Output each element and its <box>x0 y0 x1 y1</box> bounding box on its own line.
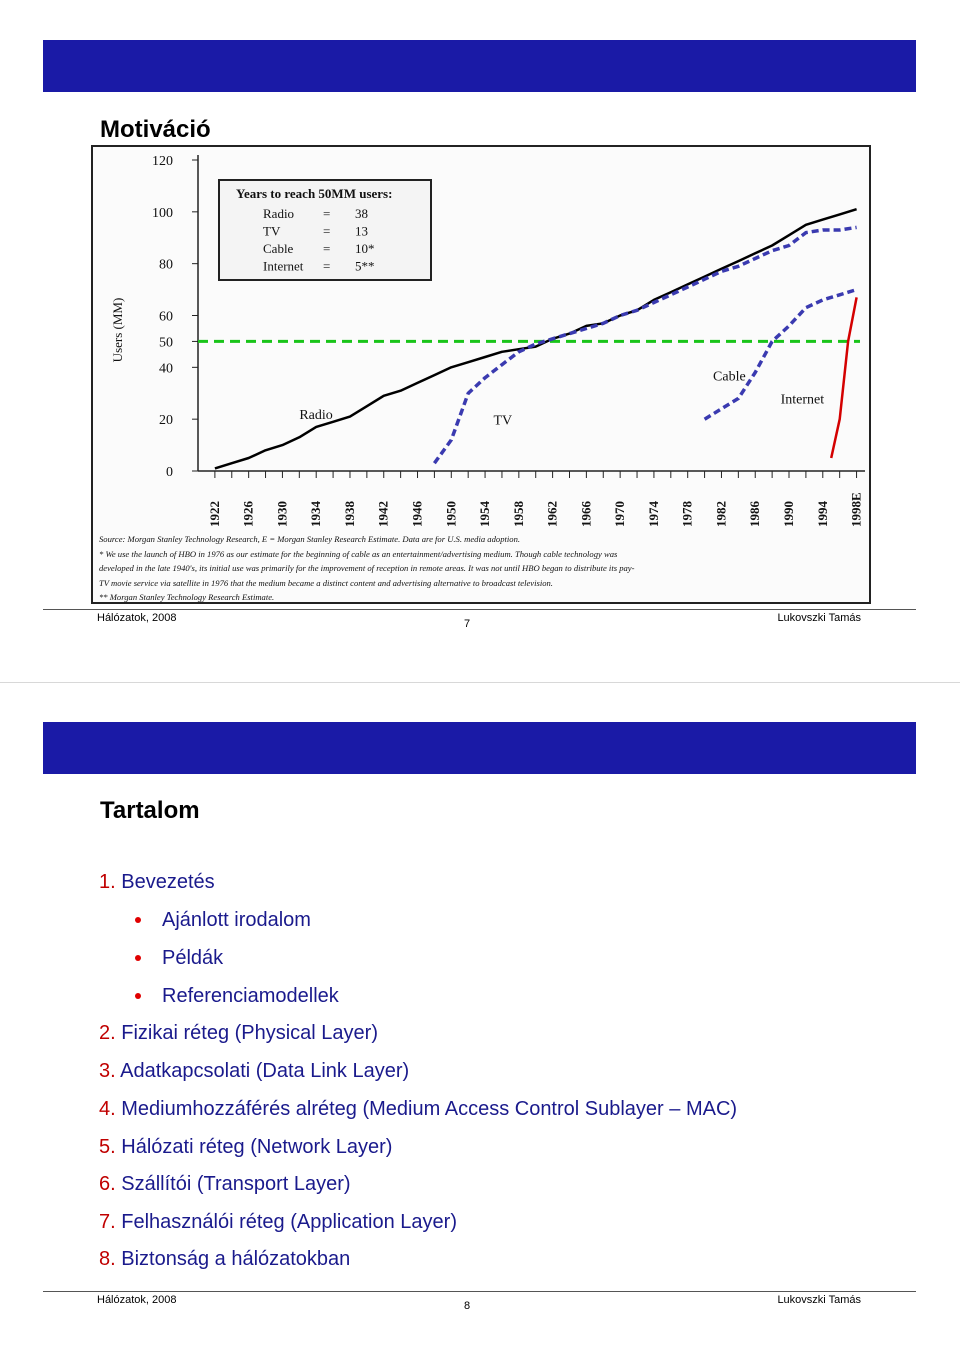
slide-title: Motiváció <box>100 116 211 143</box>
x-tick-labels <box>207 492 864 527</box>
x-tick-label: 1986 <box>747 501 763 527</box>
toc-number: 4. <box>99 1098 116 1120</box>
toc-text: Biztonság a hálózatokban <box>121 1248 351 1270</box>
x-tick-label: 1966 <box>578 501 594 527</box>
toc-subtext: Referenciamodellek <box>162 985 339 1007</box>
toc-item <box>99 1173 351 1196</box>
toc-number: 5. <box>99 1136 116 1158</box>
x-tick-label: 1998E <box>848 492 864 527</box>
footer-rule <box>43 609 916 610</box>
toc-subitem <box>162 909 311 932</box>
y-tick-labels <box>152 154 173 480</box>
source-line: developed in the late 1940's, its initial use was primarily for the improvement of reception in remote areas. It was not until HBO began to distribute its pay- <box>99 563 635 573</box>
x-tick-label: 1946 <box>409 501 425 527</box>
toc-subitem <box>162 985 339 1008</box>
toc-item <box>99 1022 378 1045</box>
title-banner <box>43 40 916 92</box>
series-label-tv: TV <box>493 413 513 429</box>
years-to-50mm-box <box>219 180 431 280</box>
bullet-icon <box>135 917 141 923</box>
legend-equals: = <box>323 241 331 256</box>
chart-source-note <box>99 532 864 604</box>
footer-author: Lukovszki Tamás <box>777 612 861 624</box>
toc-text: Fizikai réteg (Physical Layer) <box>121 1022 378 1044</box>
slide-tartalom <box>0 683 960 1367</box>
toc-subitem <box>162 947 223 970</box>
toc-text: Bevezetés <box>121 871 215 893</box>
toc-item <box>99 1060 409 1083</box>
page-number: 8 <box>464 1300 471 1312</box>
page-number: 7 <box>464 618 471 630</box>
legend-name: Radio <box>263 206 295 221</box>
legend-name: Cable <box>263 241 294 256</box>
toc-item <box>99 1248 350 1271</box>
legend-value: 10* <box>355 241 375 256</box>
series-line-internet <box>831 297 856 458</box>
legend-value: 5** <box>355 258 375 274</box>
slide-title: Tartalom <box>100 797 200 824</box>
footer-course: Hálózatok, 2008 <box>97 1294 177 1306</box>
y-tick-label: 120 <box>152 154 173 169</box>
x-tick-label: 1982 <box>713 501 729 527</box>
x-tick-label: 1938 <box>341 501 357 527</box>
title-banner <box>43 722 916 774</box>
source-line: TV movie service via satellite in 1976 that the medium became a distinct content and advertising alternative to broadcast television. <box>99 577 553 588</box>
legend-heading: Years to reach 50MM users: <box>236 186 393 201</box>
y-tick-label: 80 <box>159 257 173 273</box>
source-line: * We use the launch of HBO in 1976 as our estimate for the beginning of cable as an entertainment/advertising medium. Though cable technology was <box>99 548 618 559</box>
toc-item <box>99 871 215 894</box>
legend-name: Internet <box>263 258 304 274</box>
x-tick-label: 1934 <box>308 501 324 527</box>
x-tick-label: 1930 <box>274 501 290 527</box>
series-label-cable: Cable <box>713 369 746 385</box>
toc-text: Szállítói (Transport Layer) <box>121 1173 351 1195</box>
source-line: ** Morgan Stanley Technology Research Estimate. <box>99 592 275 602</box>
x-tick-label: 1958 <box>510 501 526 527</box>
toc-text: Felhasználói réteg (Application Layer) <box>121 1211 457 1233</box>
toc-item <box>99 1098 737 1121</box>
x-tick-label: 1926 <box>240 501 256 527</box>
y-tick-label: 0 <box>166 465 173 480</box>
toc-subtext: Ajánlott irodalom <box>162 909 311 931</box>
series-label-radio: Radio <box>299 408 333 424</box>
toc-text: Mediumhozzáférés alréteg (Medium Access Control Sublayer – MAC) <box>121 1098 738 1120</box>
x-tick-label: 1942 <box>375 501 391 527</box>
x-tick-label: 1994 <box>814 501 830 527</box>
legend-value: 13 <box>355 223 368 239</box>
legend-value: 38 <box>355 206 368 221</box>
y-tick-label: 100 <box>152 205 173 221</box>
x-tick-label: 1950 <box>443 501 459 527</box>
toc-item <box>99 1136 392 1159</box>
slide-motivacio <box>0 0 960 682</box>
y-axis-label: Users (MM) <box>110 297 125 363</box>
toc-number: 8. <box>99 1248 116 1270</box>
x-tick-label: 1990 <box>781 501 797 527</box>
x-tick-label: 1970 <box>612 501 628 527</box>
y-tick-label: 40 <box>159 361 173 377</box>
y-tick-label: 60 <box>159 309 173 325</box>
x-tick-label: 1974 <box>645 501 661 527</box>
legend-name: TV <box>263 223 281 239</box>
toc-number: 3. <box>99 1060 116 1082</box>
x-tick-label: 1954 <box>477 501 493 527</box>
toc-subtext: Példák <box>162 947 224 969</box>
series-label-internet: Internet <box>780 392 825 408</box>
bullet-icon <box>135 993 141 999</box>
toc-number: 7. <box>99 1211 116 1233</box>
legend-equals: = <box>323 223 331 239</box>
toc-text: Adatkapcsolati (Data Link Layer) <box>120 1060 410 1082</box>
toc-item <box>99 1211 457 1234</box>
toc-number: 2. <box>99 1022 116 1044</box>
toc-number: 1. <box>99 871 116 893</box>
x-tick-label: 1978 <box>679 501 695 527</box>
y-tick-label: 20 <box>159 413 173 429</box>
toc-text: Hálózati réteg (Network Layer) <box>121 1136 393 1158</box>
footer-course: Hálózatok, 2008 <box>97 612 177 624</box>
adoption-chart <box>91 145 871 604</box>
footer-rule <box>43 1291 916 1292</box>
toc-number: 6. <box>99 1173 116 1195</box>
x-tick-label: 1962 <box>544 501 560 527</box>
y-tick-label: 50 <box>159 335 173 351</box>
legend-equals: = <box>323 206 331 221</box>
source-line: Source: Morgan Stanley Technology Research, E = Morgan Stanley Research Estimate. Data are for U.S. media adoption. <box>99 534 521 544</box>
legend-equals: = <box>323 258 331 274</box>
bullet-icon <box>135 955 141 961</box>
x-tick-label: 1922 <box>206 501 222 527</box>
footer-author: Lukovszki Tamás <box>777 1294 861 1306</box>
